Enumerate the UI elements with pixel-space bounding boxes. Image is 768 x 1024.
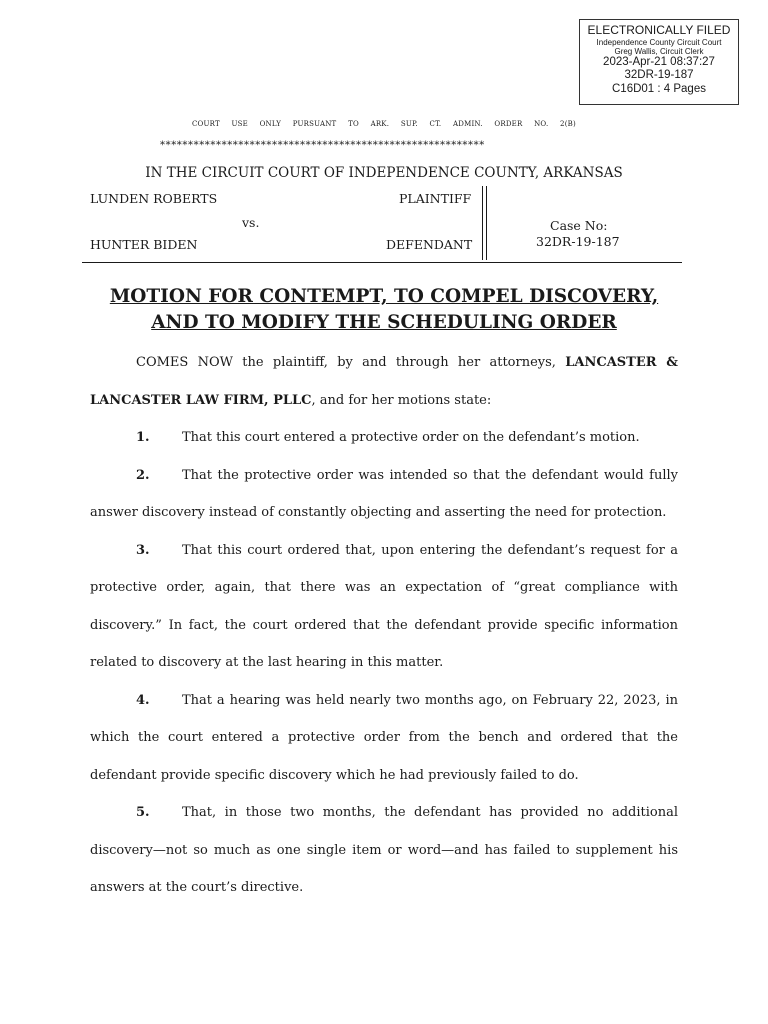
- numbered-paragraph: [90, 682, 678, 795]
- court-use-word: PURSUANT: [292, 120, 337, 128]
- versus-label: vs.: [242, 215, 260, 230]
- paragraph-number: 1.: [136, 430, 150, 445]
- paragraph-text: That the protective order was intended so that the defendant would fully answer discovery instead of constantly objecting and asserting the need for protection.: [90, 467, 678, 520]
- numbered-paragraph: [90, 794, 678, 907]
- electronic-filing-stamp: [579, 19, 739, 105]
- intro-paragraph: [90, 344, 678, 419]
- court-use-word: SUP.: [400, 120, 418, 128]
- caption-rule: [82, 262, 682, 263]
- court-use-word: 2(B): [560, 120, 576, 128]
- document-title: [0, 284, 768, 336]
- stamp-pages: C16D01 : 4 Pages: [612, 82, 706, 95]
- court-heading: IN THE CIRCUIT COURT OF INDEPENDENCE COUNTY, ARKANSAS: [145, 165, 623, 181]
- paragraph-text: That a hearing was held nearly two months ago, on February 22, 2023, in which the court entered a protective order from the bench and ordered that the defendant provide specific discovery which he had previously failed to do.: [90, 692, 678, 783]
- title-line-1: MOTION FOR CONTEMPT, TO COMPEL DISCOVERY,: [109, 286, 659, 307]
- paragraph-text: That this court entered a protective order on the defendant’s motion.: [182, 430, 640, 445]
- stamp-title: ELECTRONICALLY FILED: [587, 23, 731, 37]
- court-use-word: USE: [231, 120, 248, 128]
- court-use-word: TO: [348, 120, 359, 128]
- court-use-word: ORDER: [494, 120, 523, 128]
- stamp-datetime: 2023-Apr-21 08:37:27: [603, 56, 715, 69]
- numbered-paragraph: [90, 419, 678, 457]
- star-divider: **********************************************************: [160, 140, 485, 151]
- court-use-word: ONLY: [259, 120, 282, 128]
- motion-body: [90, 344, 678, 907]
- title-line-2: AND TO MODIFY THE SCHEDULING ORDER: [151, 312, 617, 333]
- stamp-case: 32DR-19-187: [624, 69, 694, 82]
- paragraph-number: 3.: [136, 542, 150, 558]
- plaintiff-name: LUNDEN ROBERTS: [90, 191, 218, 206]
- law-firm-name: LANCASTER & LANCASTER LAW FIRM, PLLC: [90, 355, 678, 408]
- paragraph-number: 2.: [136, 467, 150, 483]
- court-use-word: ARK.: [370, 120, 390, 128]
- case-number-label: Case No:: [550, 218, 608, 233]
- paragraph-text: That, in those two months, the defendant has provided no additional discovery—not so much as one single item or word—and has failed to supplement his answers at the court’s directive.: [90, 805, 678, 895]
- stamp-court: Independence County Circuit Court: [596, 37, 722, 47]
- defendant-label: DEFENDANT: [386, 237, 473, 252]
- court-use-notice: [192, 120, 576, 128]
- stamp-clerk: Greg Wallis, Circuit Clerk: [614, 46, 704, 56]
- court-use-word: CT.: [429, 120, 442, 128]
- paragraph-number: 5.: [136, 805, 150, 820]
- caption-divider: [482, 186, 483, 260]
- intro-text-end: , and for her motions state:: [311, 392, 492, 408]
- court-use-word: COURT: [192, 120, 220, 128]
- court-use-word: NO.: [534, 120, 549, 128]
- plaintiff-label: PLAINTIFF: [399, 191, 472, 206]
- numbered-paragraph: [90, 457, 678, 532]
- intro-text: COMES NOW the plaintiff, by and through her attorneys,: [136, 355, 566, 370]
- numbered-paragraph: [90, 532, 678, 682]
- case-number: 32DR-19-187: [536, 234, 620, 249]
- caption-divider: [486, 186, 487, 260]
- court-use-word: ADMIN.: [453, 120, 483, 128]
- defendant-name: HUNTER BIDEN: [90, 237, 198, 252]
- paragraph-number: 4.: [136, 692, 150, 708]
- paragraph-text: That this court ordered that, upon entering the defendant’s request for a protective order, again, that there was an expectation of “great compliance with discovery.” In fact, the court ordered that the defendant provide specific information related to discovery at the last hearing in this matter.: [90, 542, 678, 670]
